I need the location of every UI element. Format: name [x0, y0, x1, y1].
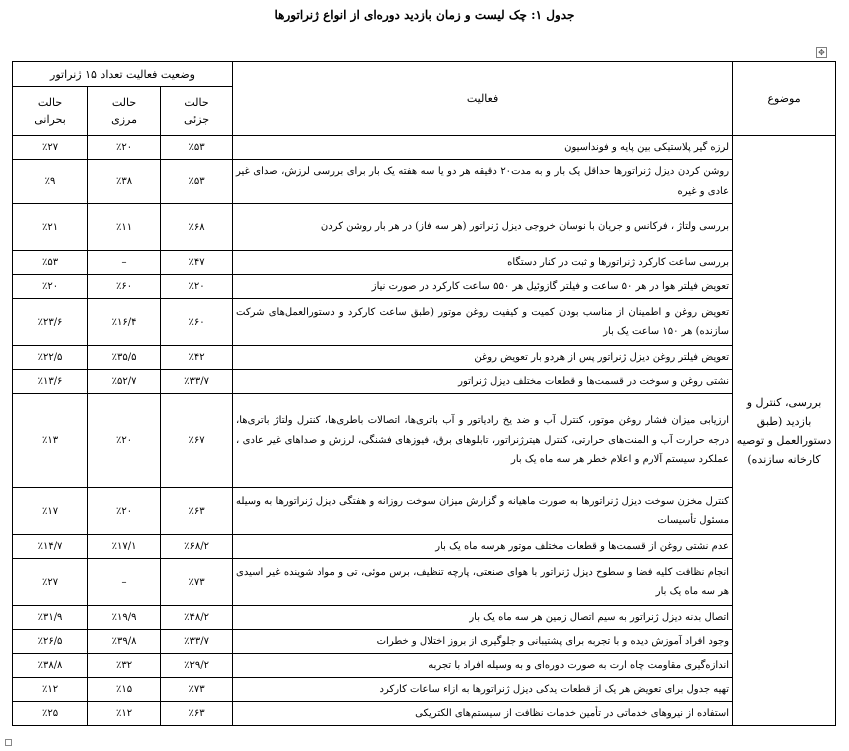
critical-value-cell: ٪۱۲: [13, 678, 88, 702]
partial-value-cell: ٪۳۳/۷: [161, 370, 233, 394]
partial-value-cell: ٪۴۷: [161, 251, 233, 275]
activity-cell: بررسی ولتاژ ، فرکانس و جریان با نوسان خروجی دیزل ژنراتور (هر سه فاز) در هر بار روشن کردن: [233, 204, 733, 251]
activity-cell: تعویض فیلتر هوا در هر ۵۰ ساعت و فیلتر گازوئیل هر ۵۵۰ ساعت کارکرد در صورت نیاز: [233, 275, 733, 299]
marginal-value-cell: ٪۱۲: [88, 702, 161, 726]
activity-cell: روشن کردن دیزل ژنراتورها حداقل یک بار و به مدت۲۰ دقیقه هر دو یا سه هفته یک بار برای بررسی لرزش، صدای غیر عادی و غیره: [233, 160, 733, 204]
activity-cell: کنترل مخزن سوخت دیزل ژنراتورها به صورت ماهیانه و گزارش میزان سوخت روزانه و هفتگی دیزل ژنراتورها به وسیله مسئول تأسیسات: [233, 488, 733, 535]
table-row: [13, 702, 836, 726]
critical-value-cell: ٪۲۰: [13, 275, 88, 299]
topic-cell: بررسی، کنترل و بازدید (طبق دستورالعمل و توصیه کارخانه سازنده): [733, 136, 836, 726]
marginal-value-cell: –: [88, 251, 161, 275]
partial-value-cell: ٪۲۰: [161, 275, 233, 299]
critical-value-cell: ٪۱۷: [13, 488, 88, 535]
critical-header-line2: بحرانی: [34, 113, 66, 126]
status-group-header: وضعیت فعالیت تعداد ۱۵ ژنراتور: [13, 62, 233, 87]
table-row: [13, 654, 836, 678]
critical-value-cell: ٪۲۷: [13, 136, 88, 160]
partial-value-cell: ٪۶۰: [161, 299, 233, 346]
partial-value-cell: ٪۲۹/۲: [161, 654, 233, 678]
partial-value-cell: ٪۶۳: [161, 488, 233, 535]
table-row: [13, 535, 836, 559]
table-row: [13, 160, 836, 204]
marginal-value-cell: ٪۱۱: [88, 204, 161, 251]
activity-cell: تعویض روغن و اطمینان از مناسب بودن کمیت و کیفیت روغن موتور (طبق ساعت کارکرد و دستورالعمل‌های شرکت سازنده) هر ۱۵۰ ساعت یک بار: [233, 299, 733, 346]
activity-cell: تعویض فیلتر روغن دیزل ژنراتور پس از هردو بار تعویض روغن: [233, 346, 733, 370]
checklist-table: [12, 61, 836, 726]
activity-cell: لرزه گیر پلاستیکی بین پایه و فونداسیون: [233, 136, 733, 160]
critical-value-cell: ٪۳۸/۸: [13, 654, 88, 678]
topic-header: موضوع: [733, 62, 836, 136]
table-row: [13, 275, 836, 299]
marginal-header: [88, 87, 161, 136]
marginal-value-cell: ٪۳۸: [88, 160, 161, 204]
table-row: [13, 394, 836, 488]
activity-header: فعالیت: [233, 62, 733, 136]
critical-value-cell: ٪۲۱: [13, 204, 88, 251]
marginal-value-cell: ٪۳۹/۸: [88, 630, 161, 654]
critical-value-cell: ٪۱۴/۷: [13, 535, 88, 559]
marginal-header-line2: مرزی: [111, 113, 137, 126]
critical-header-line1: حالت: [37, 96, 63, 109]
partial-value-cell: ٪۵۳: [161, 136, 233, 160]
partial-value-cell: ٪۴۸/۲: [161, 606, 233, 630]
critical-value-cell: ٪۱۳/۶: [13, 370, 88, 394]
partial-header-line1: حالت: [184, 96, 209, 109]
table-row: [13, 204, 836, 251]
partial-value-cell: ٪۷۳: [161, 559, 233, 606]
marginal-value-cell: ٪۲۰: [88, 136, 161, 160]
critical-value-cell: ٪۲۲/۵: [13, 346, 88, 370]
activity-cell: عدم نشتی روغن از قسمت‌ها و قطعات مختلف موتور هرسه ماه یک بار: [233, 535, 733, 559]
marginal-value-cell: ٪۲۰: [88, 488, 161, 535]
marginal-value-cell: ٪۱۹/۹: [88, 606, 161, 630]
table-row: [13, 346, 836, 370]
marginal-value-cell: ٪۶۰: [88, 275, 161, 299]
activity-cell: بررسی ساعت کارکرد ژنراتورها و ثبت در کنار دستگاه: [233, 251, 733, 275]
partial-value-cell: ٪۶۸: [161, 204, 233, 251]
marginal-value-cell: –: [88, 559, 161, 606]
partial-value-cell: ٪۶۷: [161, 394, 233, 488]
activity-cell: ارزیابی میزان فشار روغن موتور، کنترل آب و ضد یخ رادیاتور و آب باتری‌ها، اتصالات باطری‌ها، کنترل ولتاژ باتری‌ها، درجه حرارت آب و المنت‌های حرارتی، کنترل هیترژنراتور، تابلوهای برق، فیوزهای فشنگی، لرزش و صداهای غیر عادی ، عملکرد سیستم آلارم و اعلام خطر هر سه ماه یک بار: [233, 394, 733, 488]
table-row: [13, 370, 836, 394]
table-move-handle-icon[interactable]: ✥: [816, 47, 827, 58]
marginal-value-cell: ٪۲۰: [88, 394, 161, 488]
partial-value-cell: ٪۷۳: [161, 678, 233, 702]
partial-value-cell: ٪۶۸/۲: [161, 535, 233, 559]
critical-value-cell: ٪۳۱/۹: [13, 606, 88, 630]
critical-value-cell: ٪۲۳/۶: [13, 299, 88, 346]
table-row: [13, 251, 836, 275]
critical-header: [13, 87, 88, 136]
marginal-value-cell: ٪۵۲/۷: [88, 370, 161, 394]
partial-value-cell: ٪۵۳: [161, 160, 233, 204]
table-row: [13, 136, 836, 160]
partial-value-cell: ٪۴۲: [161, 346, 233, 370]
activity-cell: تهیه جدول برای تعویض هر یک از قطعات یدکی دیزل ژنراتورها به ازاء ساعات کارکرد: [233, 678, 733, 702]
activity-cell: استفاده از نیروهای خدماتی در تأمین خدمات نظافت از سیستم‌های الکتریکی: [233, 702, 733, 726]
activity-cell: نشتی روغن و سوخت در قسمت‌ها و قطعات مختلف دیزل ژنراتور: [233, 370, 733, 394]
critical-value-cell: ٪۲۷: [13, 559, 88, 606]
table-caption: جدول ۱: چک لیست و زمان بازدید دوره‌ای از انواع ژنراتورها: [274, 8, 575, 22]
marginal-value-cell: ٪۱۷/۱: [88, 535, 161, 559]
table-row: [13, 299, 836, 346]
table-row: [13, 678, 836, 702]
activity-cell: اتصال بدنه دیزل ژنراتور به سیم اتصال زمین هر سه ماه یک بار: [233, 606, 733, 630]
critical-value-cell: ٪۵۳: [13, 251, 88, 275]
critical-value-cell: ٪۲۵: [13, 702, 88, 726]
partial-value-cell: ٪۳۳/۷: [161, 630, 233, 654]
marginal-header-line1: حالت: [111, 96, 137, 109]
marginal-value-cell: ٪۱۶/۴: [88, 299, 161, 346]
critical-value-cell: ٪۱۳: [13, 394, 88, 488]
activity-cell: انجام نظافت کلیه فضا و سطوح دیزل ژنراتور با هوای صنعتی، پارچه تنظیف، برس موئی، تی و مواد شوینده غیر اسیدی هر سه ماه یک بار: [233, 559, 733, 606]
header-row-top: [13, 62, 836, 87]
marginal-value-cell: ٪۳۲: [88, 654, 161, 678]
table-row: [13, 488, 836, 535]
partial-header-line2: جزئی: [183, 113, 210, 126]
activity-cell: اندازه‌گیری مقاومت چاه ارت به صورت دوره‌ای و به وسیله افراد با تجربه: [233, 654, 733, 678]
critical-value-cell: ٪۹: [13, 160, 88, 204]
table-row: [13, 559, 836, 606]
marginal-value-cell: ٪۱۵: [88, 678, 161, 702]
partial-header: [161, 87, 233, 136]
resize-corner-icon: [5, 739, 12, 746]
marginal-value-cell: ٪۳۵/۵: [88, 346, 161, 370]
table-row: [13, 630, 836, 654]
table-row: [13, 606, 836, 630]
partial-value-cell: ٪۶۳: [161, 702, 233, 726]
activity-cell: وجود افراد آموزش دیده و با تجربه برای پشتیبانی و جلوگیری از بروز اختلال و خطرات: [233, 630, 733, 654]
critical-value-cell: ٪۲۶/۵: [13, 630, 88, 654]
